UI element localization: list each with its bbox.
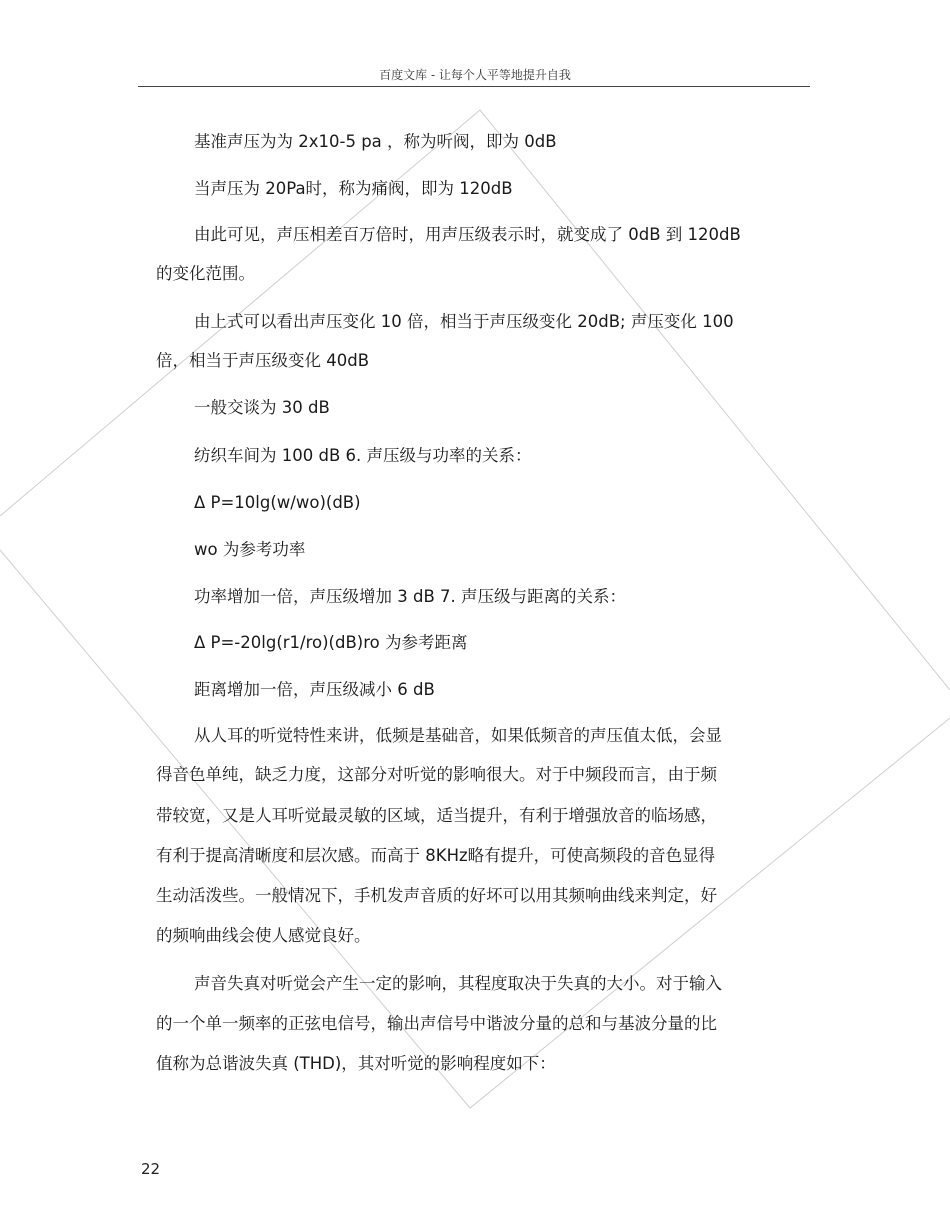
page-number: 22	[141, 1160, 161, 1178]
text-line: 从人耳的听觉特性来讲，低频是基础音，如果低频音的声压值太低，会显	[194, 726, 722, 745]
text-line: 距离增加一倍，声压级减小 6 dB	[194, 680, 435, 699]
text-line: 生动活泼些。一般情况下，手机发声音质的好坏可以用其频响曲线来判定，好	[156, 886, 717, 905]
text-line: 当声压为 20Pa时，称为痛阀，即为 120dB	[194, 179, 513, 198]
text-line: 纺织车间为 100 dB 6. 声压级与功率的关系：	[194, 446, 532, 465]
text-line: 由此可见，声压相差百万倍时，用声压级表示时，就变成了 0dB 到 120dB	[194, 225, 741, 244]
text-line: 的频响曲线会使人感觉良好。	[156, 926, 371, 945]
text-line: 声音失真对听觉会产生一定的影响，其程度取决于失真的大小。对于输入	[194, 974, 722, 993]
text-line: wo 为参考功率	[194, 540, 306, 559]
text-line: 功率增加一倍，声压级增加 3 dB 7. 声压级与距离的关系：	[194, 587, 627, 606]
text-line: 的一个单一频率的正弦电信号，输出声信号中谐波分量的总和与基波分量的比	[156, 1014, 717, 1033]
text-line: Δ P=-20lg(r1/ro)(dB)ro 为参考距离	[194, 633, 468, 652]
text-line: 带较宽，又是人耳听觉最灵敏的区域，适当提升，有利于增强放音的临场感，	[156, 806, 717, 825]
text-line: 有利于提高清晰度和层次感。而高于 8KHz略有提升，可使高频段的音色显得	[156, 846, 716, 865]
text-line: 由上式可以看出声压变化 10 倍，相当于声压级变化 20dB; 声压变化 100	[194, 312, 734, 331]
header-divider	[138, 86, 810, 87]
text-line: 得音色单纯，缺乏力度，这部分对听觉的影响很大。对于中频段而言，由于频	[156, 765, 717, 784]
text-line: 倍，相当于声压级变化 40dB	[156, 351, 370, 370]
text-line: 基准声压为为 2x10-5 pa ，称为听阀，即为 0dB	[194, 132, 557, 151]
page-header: 百度文库 - 让每个人平等地提升自我	[379, 68, 571, 82]
text-line: 值称为总谐波失真 (THD)，其对听觉的影响程度如下：	[156, 1054, 556, 1073]
text-line: 一般交谈为 30 dB	[194, 398, 330, 417]
text-line: 的变化范围。	[156, 264, 255, 283]
text-line: Δ P=10lg(w/wo)(dB)	[194, 493, 361, 512]
